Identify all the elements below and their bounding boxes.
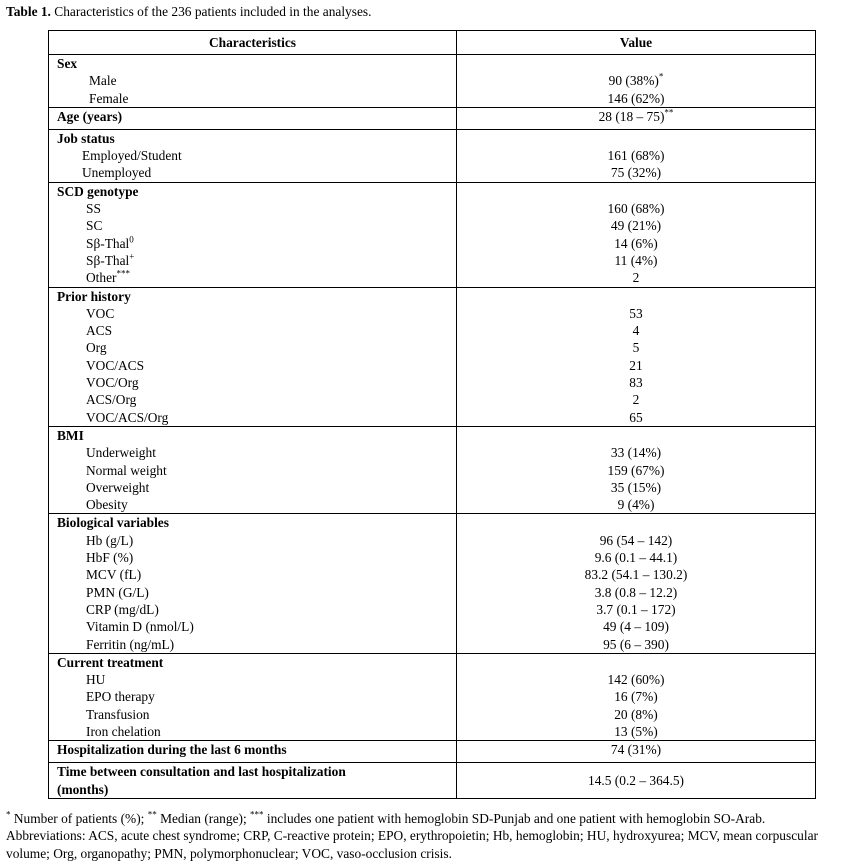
section-title: SCD genotype bbox=[57, 183, 139, 199]
row-value: 14 (6%) bbox=[614, 235, 658, 251]
caption-label: Table 1. bbox=[6, 4, 51, 19]
row-label: Other*** bbox=[86, 268, 130, 286]
row-value: 21 bbox=[629, 357, 643, 373]
row-value: 142 (60%) bbox=[607, 672, 665, 688]
section-title: Sex bbox=[57, 56, 78, 71]
row-label: MCV (fL) bbox=[86, 567, 142, 583]
row-value: 74 (31%) bbox=[457, 741, 816, 763]
table-caption bbox=[6, 4, 371, 20]
row-value: 20 (8%) bbox=[614, 706, 658, 722]
row-label: Transfusion bbox=[86, 706, 150, 722]
row-value: 33 (14%) bbox=[610, 445, 662, 461]
row-value: 28 (18 – 75)** bbox=[457, 107, 816, 129]
row-label: SS bbox=[86, 201, 101, 217]
section-title: BMI bbox=[57, 427, 84, 443]
row-label: VOC/ACS bbox=[86, 357, 145, 373]
row-value: 3.7 (0.1 – 172) bbox=[596, 601, 676, 617]
row-label: Normal weight bbox=[86, 462, 167, 478]
row-label: VOC bbox=[86, 305, 115, 321]
section-title: Age (years) bbox=[57, 108, 123, 124]
row-label: Hb (g/L) bbox=[86, 532, 134, 548]
row-value: 83.2 (54.1 – 130.2) bbox=[584, 567, 688, 583]
row-value: 49 (4 – 109) bbox=[603, 619, 669, 635]
row-value: 14.5 (0.2 – 364.5) bbox=[457, 763, 816, 799]
row-value: 11 (4%) bbox=[614, 252, 658, 268]
section-title: Biological variables bbox=[57, 515, 169, 531]
row-value: 3.8 (0.8 – 12.2) bbox=[594, 584, 678, 600]
row-label: Underweight bbox=[86, 445, 156, 461]
row-label: Male bbox=[89, 73, 117, 89]
section-title-cont: (months) bbox=[57, 781, 109, 797]
section-title: Hospitalization during the last 6 months bbox=[57, 742, 287, 758]
row-value: 146 (62%) bbox=[607, 90, 665, 106]
row-label: Female bbox=[89, 90, 129, 106]
row-value: 2 bbox=[632, 392, 640, 408]
row-value: 9.6 (0.1 – 44.1) bbox=[594, 550, 678, 566]
row-label: Sβ-Thal$^0$ bbox=[86, 234, 134, 251]
row-label: CRP (mg/dL) bbox=[86, 601, 159, 617]
row-label: Obesity bbox=[86, 497, 128, 513]
row-value: 95 (6 – 390) bbox=[603, 636, 669, 652]
section-scd-genotype bbox=[49, 182, 816, 287]
row-value: 159 (67%) bbox=[607, 462, 665, 478]
footnotes bbox=[6, 810, 856, 862]
characteristics-table bbox=[48, 30, 816, 799]
caption-text: Characteristics of the 236 patients included in the analyses. bbox=[54, 4, 372, 19]
header-value: Value bbox=[457, 31, 816, 55]
row-label: ACS bbox=[86, 323, 113, 339]
row-label: Vitamin D (nmol/L) bbox=[86, 619, 194, 635]
section-bmi bbox=[49, 426, 816, 513]
section-age bbox=[49, 107, 816, 129]
row-value: 4 bbox=[632, 323, 640, 339]
row-label: ACS/Org bbox=[86, 392, 137, 408]
section-job-status bbox=[49, 129, 816, 182]
row-value: 75 (32%) bbox=[610, 165, 662, 181]
row-label: SC bbox=[86, 218, 103, 234]
row-label: VOC/Org bbox=[86, 375, 139, 391]
section-current-treatment bbox=[49, 653, 816, 740]
row-value: 16 (7%) bbox=[614, 689, 658, 705]
row-label: Unemployed bbox=[82, 165, 152, 181]
section-title: Prior history bbox=[57, 288, 131, 304]
section-prior-history bbox=[49, 287, 816, 426]
abbreviations: Abbreviations: ACS, acute chest syndrome; CRP, C-reactive protein; EPO, erythropoietin; Hb, hemoglobin; HU, hydroxyurea; MCV, mean corpuscular volume; Org, organopathy; PMN, polymorphonuclear; VOC, vaso-occlusion crisis. bbox=[6, 828, 818, 861]
row-value: 2 bbox=[632, 270, 640, 286]
row-value: 96 (54 – 142) bbox=[599, 532, 673, 548]
section-hospitalization bbox=[49, 741, 816, 763]
row-value: 13 (5%) bbox=[614, 723, 658, 739]
row-value: 53 bbox=[629, 305, 643, 321]
row-label: HbF (%) bbox=[86, 550, 134, 566]
row-label: Ferritin (ng/mL) bbox=[86, 636, 175, 652]
section-title: Current treatment bbox=[57, 654, 164, 670]
row-value: 5 bbox=[632, 340, 640, 356]
row-label: Overweight bbox=[86, 479, 150, 495]
row-label: Sβ-Thal+ bbox=[86, 251, 135, 268]
row-value: 90 (38%)* bbox=[608, 71, 664, 89]
row-label: PMN (G/L) bbox=[86, 584, 149, 600]
row-label: EPO therapy bbox=[86, 689, 155, 705]
row-label: Org bbox=[86, 340, 107, 356]
row-label: Iron chelation bbox=[86, 723, 161, 739]
row-label: HU bbox=[86, 672, 106, 688]
section-title: Time between consultation and last hospitalization bbox=[57, 764, 346, 780]
row-value: 9 (4%) bbox=[617, 497, 655, 513]
section-biological-variables bbox=[49, 514, 816, 653]
section-time-between bbox=[49, 763, 816, 799]
row-value: 35 (15%) bbox=[610, 479, 662, 495]
row-value: 161 (68%) bbox=[607, 148, 665, 164]
footnote-line: * Number of patients (%); ** Median (range); *** includes one patient with hemoglobin SD-Punjab and one patient with hemoglobin SO-Arab. bbox=[6, 809, 766, 826]
row-label: VOC/ACS/Org bbox=[86, 409, 169, 425]
row-value: 65 bbox=[629, 409, 643, 425]
row-value: 49 (21%) bbox=[610, 218, 662, 234]
header-row bbox=[49, 31, 816, 55]
row-label: Employed/Student bbox=[82, 148, 182, 164]
section-title: Job status bbox=[57, 130, 115, 146]
row-value: 160 (68%) bbox=[607, 201, 665, 217]
row-value: 83 bbox=[629, 375, 643, 391]
header-characteristics: Characteristics bbox=[49, 31, 457, 55]
section-sex bbox=[49, 55, 816, 108]
